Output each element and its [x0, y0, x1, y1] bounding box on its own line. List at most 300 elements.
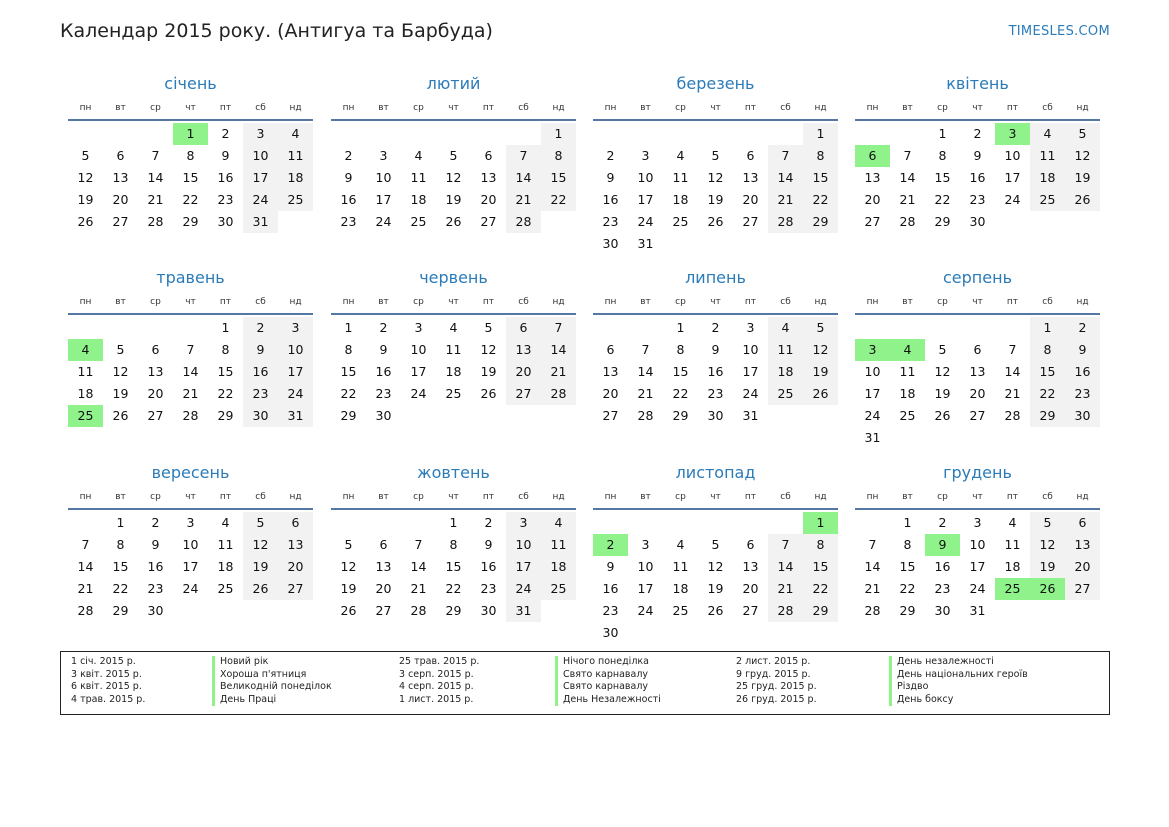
day-cell[interactable]: 22: [934, 192, 951, 207]
day-cell[interactable]: 29: [217, 408, 234, 423]
day-cell[interactable]: 3: [278, 317, 313, 339]
day-cell[interactable]: 22: [1030, 383, 1065, 405]
day-cell[interactable]: 21: [182, 386, 199, 401]
day-cell[interactable]: 12: [112, 364, 129, 379]
day-cell[interactable]: 10: [243, 145, 278, 167]
day-cell[interactable]: 24: [864, 408, 881, 423]
day-cell[interactable]: 25: [217, 581, 234, 596]
day-cell[interactable]: 25: [410, 214, 427, 229]
day-cell[interactable]: 19: [445, 192, 462, 207]
day-cell[interactable]: 8: [541, 145, 576, 167]
day-cell[interactable]: 3: [414, 320, 423, 335]
day-cell[interactable]: 5: [1030, 512, 1065, 534]
day-cell[interactable]: 12: [1030, 534, 1065, 556]
day-cell[interactable]: 20: [1065, 556, 1100, 578]
day-cell[interactable]: 16: [602, 581, 619, 596]
day-cell[interactable]: 8: [803, 145, 838, 167]
day-cell[interactable]: 1: [344, 320, 353, 335]
day-cell[interactable]: 9: [221, 148, 230, 163]
day-cell[interactable]: 22: [217, 386, 234, 401]
day-cell[interactable]: 6: [1065, 512, 1100, 534]
day-cell[interactable]: 8: [676, 342, 685, 357]
day-cell[interactable]: 5: [344, 537, 353, 552]
day-cell[interactable]: 20: [742, 192, 759, 207]
day-cell[interactable]: 2: [344, 148, 353, 163]
day-cell[interactable]: 31: [506, 600, 541, 622]
day-cell[interactable]: 13: [112, 170, 129, 185]
holiday-day[interactable]: 2: [593, 534, 628, 556]
day-cell[interactable]: 20: [602, 386, 619, 401]
day-cell[interactable]: 2: [151, 515, 160, 530]
day-cell[interactable]: 9: [243, 339, 278, 361]
day-cell[interactable]: 24: [182, 581, 199, 596]
day-cell[interactable]: 18: [77, 386, 94, 401]
day-cell[interactable]: 10: [864, 364, 881, 379]
day-cell[interactable]: 27: [147, 408, 164, 423]
day-cell[interactable]: 12: [707, 559, 724, 574]
day-cell[interactable]: 9: [711, 342, 720, 357]
day-cell[interactable]: 7: [151, 148, 160, 163]
day-cell[interactable]: 27: [742, 603, 759, 618]
day-cell[interactable]: 13: [742, 559, 759, 574]
day-cell[interactable]: 12: [934, 364, 951, 379]
day-cell[interactable]: 26: [803, 383, 838, 405]
day-cell[interactable]: 30: [934, 603, 951, 618]
day-cell[interactable]: 2: [379, 320, 388, 335]
day-cell[interactable]: 28: [147, 214, 164, 229]
day-cell[interactable]: 18: [217, 559, 234, 574]
day-cell[interactable]: 29: [182, 214, 199, 229]
day-cell[interactable]: 23: [1065, 383, 1100, 405]
day-cell[interactable]: 31: [864, 430, 881, 445]
day-cell[interactable]: 12: [77, 170, 94, 185]
day-cell[interactable]: 28: [541, 383, 576, 405]
day-cell[interactable]: 6: [151, 342, 160, 357]
day-cell[interactable]: 29: [934, 214, 951, 229]
day-cell[interactable]: 12: [445, 170, 462, 185]
day-cell[interactable]: 28: [768, 211, 803, 233]
day-cell[interactable]: 7: [541, 317, 576, 339]
day-cell[interactable]: 16: [375, 364, 392, 379]
day-cell[interactable]: 17: [637, 581, 654, 596]
day-cell[interactable]: 5: [243, 512, 278, 534]
day-cell[interactable]: 7: [414, 537, 423, 552]
day-cell[interactable]: 6: [973, 342, 982, 357]
day-cell[interactable]: 15: [803, 167, 838, 189]
day-cell[interactable]: 8: [221, 342, 230, 357]
day-cell[interactable]: 28: [77, 603, 94, 618]
day-cell[interactable]: 15: [541, 167, 576, 189]
day-cell[interactable]: 30: [217, 214, 234, 229]
day-cell[interactable]: 15: [217, 364, 234, 379]
day-cell[interactable]: 31: [742, 408, 759, 423]
day-cell[interactable]: 4: [221, 515, 230, 530]
day-cell[interactable]: 26: [112, 408, 129, 423]
day-cell[interactable]: 12: [243, 534, 278, 556]
day-cell[interactable]: 4: [676, 537, 685, 552]
day-cell[interactable]: 20: [112, 192, 129, 207]
day-cell[interactable]: 10: [278, 339, 313, 361]
day-cell[interactable]: 8: [116, 537, 125, 552]
holiday-day[interactable]: 4: [890, 339, 925, 361]
day-cell[interactable]: 15: [340, 364, 357, 379]
day-cell[interactable]: 1: [903, 515, 912, 530]
day-cell[interactable]: 26: [707, 603, 724, 618]
day-cell[interactable]: 27: [278, 578, 313, 600]
day-cell[interactable]: 26: [77, 214, 94, 229]
day-cell[interactable]: 25: [899, 408, 916, 423]
day-cell[interactable]: 1: [938, 126, 947, 141]
day-cell[interactable]: 26: [934, 408, 951, 423]
day-cell[interactable]: 9: [606, 559, 615, 574]
day-cell[interactable]: 24: [969, 581, 986, 596]
day-cell[interactable]: 24: [637, 603, 654, 618]
day-cell[interactable]: 6: [506, 317, 541, 339]
day-cell[interactable]: 6: [484, 148, 493, 163]
day-cell[interactable]: 5: [484, 320, 493, 335]
day-cell[interactable]: 27: [506, 383, 541, 405]
day-cell[interactable]: 27: [742, 214, 759, 229]
day-cell[interactable]: 22: [803, 578, 838, 600]
day-cell[interactable]: 11: [541, 534, 576, 556]
day-cell[interactable]: 19: [707, 192, 724, 207]
day-cell[interactable]: 16: [147, 559, 164, 574]
day-cell[interactable]: 21: [864, 581, 881, 596]
day-cell[interactable]: 5: [449, 148, 458, 163]
day-cell[interactable]: 17: [278, 361, 313, 383]
day-cell[interactable]: 23: [707, 386, 724, 401]
day-cell[interactable]: 24: [375, 214, 392, 229]
day-cell[interactable]: 28: [1004, 408, 1021, 423]
day-cell[interactable]: 19: [340, 581, 357, 596]
day-cell[interactable]: 5: [803, 317, 838, 339]
day-cell[interactable]: 7: [868, 537, 877, 552]
day-cell[interactable]: 14: [768, 167, 803, 189]
day-cell[interactable]: 11: [1030, 145, 1065, 167]
day-cell[interactable]: 11: [77, 364, 94, 379]
day-cell[interactable]: 31: [243, 211, 278, 233]
day-cell[interactable]: 14: [147, 170, 164, 185]
day-cell[interactable]: 26: [340, 603, 357, 618]
day-cell[interactable]: 27: [112, 214, 129, 229]
day-cell[interactable]: 21: [768, 578, 803, 600]
day-cell[interactable]: 20: [375, 581, 392, 596]
day-cell[interactable]: 25: [672, 214, 689, 229]
day-cell[interactable]: 19: [934, 386, 951, 401]
day-cell[interactable]: 30: [969, 214, 986, 229]
day-cell[interactable]: 13: [278, 534, 313, 556]
day-cell[interactable]: 30: [375, 408, 392, 423]
day-cell[interactable]: 28: [182, 408, 199, 423]
day-cell[interactable]: 6: [116, 148, 125, 163]
day-cell[interactable]: 8: [1030, 339, 1065, 361]
day-cell[interactable]: 21: [506, 189, 541, 211]
day-cell[interactable]: 4: [414, 148, 423, 163]
day-cell[interactable]: 17: [410, 364, 427, 379]
day-cell[interactable]: 12: [707, 170, 724, 185]
day-cell[interactable]: 2: [484, 515, 493, 530]
day-cell[interactable]: 28: [899, 214, 916, 229]
day-cell[interactable]: 3: [506, 512, 541, 534]
holiday-day[interactable]: 1: [803, 512, 838, 534]
day-cell[interactable]: 11: [1004, 537, 1021, 552]
day-cell[interactable]: 21: [899, 192, 916, 207]
day-cell[interactable]: 14: [637, 364, 654, 379]
day-cell[interactable]: 15: [445, 559, 462, 574]
day-cell[interactable]: 3: [243, 123, 278, 145]
day-cell[interactable]: 5: [938, 342, 947, 357]
day-cell[interactable]: 24: [278, 383, 313, 405]
day-cell[interactable]: 9: [484, 537, 493, 552]
day-cell[interactable]: 20: [278, 556, 313, 578]
day-cell[interactable]: 12: [1065, 145, 1100, 167]
day-cell[interactable]: 13: [375, 559, 392, 574]
day-cell[interactable]: 17: [182, 559, 199, 574]
day-cell[interactable]: 27: [602, 408, 619, 423]
day-cell[interactable]: 29: [803, 600, 838, 622]
day-cell[interactable]: 16: [707, 364, 724, 379]
day-cell[interactable]: 22: [445, 581, 462, 596]
holiday-day[interactable]: 3: [995, 123, 1030, 145]
day-cell[interactable]: 10: [969, 537, 986, 552]
day-cell[interactable]: 19: [77, 192, 94, 207]
day-cell[interactable]: 14: [410, 559, 427, 574]
day-cell[interactable]: 2: [606, 148, 615, 163]
day-cell[interactable]: 30: [147, 603, 164, 618]
day-cell[interactable]: 27: [969, 408, 986, 423]
day-cell[interactable]: 17: [864, 386, 881, 401]
day-cell[interactable]: 25: [541, 578, 576, 600]
day-cell[interactable]: 8: [938, 148, 947, 163]
day-cell[interactable]: 4: [541, 512, 576, 534]
day-cell[interactable]: 6: [746, 537, 755, 552]
day-cell[interactable]: 2: [711, 320, 720, 335]
day-cell[interactable]: 21: [77, 581, 94, 596]
day-cell[interactable]: 21: [541, 361, 576, 383]
day-cell[interactable]: 18: [1030, 167, 1065, 189]
day-cell[interactable]: 19: [243, 556, 278, 578]
day-cell[interactable]: 20: [506, 361, 541, 383]
day-cell[interactable]: 26: [445, 214, 462, 229]
day-cell[interactable]: 20: [864, 192, 881, 207]
day-cell[interactable]: 15: [672, 364, 689, 379]
day-cell[interactable]: 16: [243, 361, 278, 383]
holiday-day[interactable]: 6: [855, 145, 890, 167]
day-cell[interactable]: 1: [541, 123, 576, 145]
day-cell[interactable]: 6: [606, 342, 615, 357]
day-cell[interactable]: 24: [243, 189, 278, 211]
day-cell[interactable]: 22: [112, 581, 129, 596]
day-cell[interactable]: 28: [768, 600, 803, 622]
day-cell[interactable]: 28: [410, 603, 427, 618]
day-cell[interactable]: 10: [410, 342, 427, 357]
day-cell[interactable]: 19: [112, 386, 129, 401]
day-cell[interactable]: 4: [676, 148, 685, 163]
day-cell[interactable]: 3: [973, 515, 982, 530]
day-cell[interactable]: 11: [768, 339, 803, 361]
day-cell[interactable]: 6: [278, 512, 313, 534]
day-cell[interactable]: 28: [864, 603, 881, 618]
day-cell[interactable]: 17: [506, 556, 541, 578]
day-cell[interactable]: 11: [899, 364, 916, 379]
day-cell[interactable]: 7: [186, 342, 195, 357]
day-cell[interactable]: 20: [742, 581, 759, 596]
day-cell[interactable]: 5: [81, 148, 90, 163]
day-cell[interactable]: 23: [602, 214, 619, 229]
day-cell[interactable]: 13: [864, 170, 881, 185]
holiday-day[interactable]: 25: [995, 578, 1030, 600]
day-cell[interactable]: 11: [672, 559, 689, 574]
day-cell[interactable]: 11: [672, 170, 689, 185]
day-cell[interactable]: 23: [375, 386, 392, 401]
day-cell[interactable]: 21: [768, 189, 803, 211]
day-cell[interactable]: 9: [606, 170, 615, 185]
day-cell[interactable]: 11: [278, 145, 313, 167]
day-cell[interactable]: 23: [147, 581, 164, 596]
day-cell[interactable]: 24: [1004, 192, 1021, 207]
day-cell[interactable]: 23: [217, 192, 234, 207]
day-cell[interactable]: 31: [969, 603, 986, 618]
day-cell[interactable]: 27: [864, 214, 881, 229]
day-cell[interactable]: 9: [344, 170, 353, 185]
day-cell[interactable]: 7: [641, 342, 650, 357]
day-cell[interactable]: 4: [449, 320, 458, 335]
day-cell[interactable]: 26: [243, 578, 278, 600]
day-cell[interactable]: 8: [903, 537, 912, 552]
day-cell[interactable]: 21: [147, 192, 164, 207]
day-cell[interactable]: 23: [243, 383, 278, 405]
day-cell[interactable]: 13: [506, 339, 541, 361]
day-cell[interactable]: 2: [1065, 317, 1100, 339]
day-cell[interactable]: 17: [1004, 170, 1021, 185]
day-cell[interactable]: 29: [899, 603, 916, 618]
holiday-day[interactable]: 25: [68, 405, 103, 427]
day-cell[interactable]: 1: [449, 515, 458, 530]
day-cell[interactable]: 11: [445, 342, 462, 357]
day-cell[interactable]: 9: [151, 537, 160, 552]
day-cell[interactable]: 9: [379, 342, 388, 357]
day-cell[interactable]: 12: [340, 559, 357, 574]
day-cell[interactable]: 10: [637, 559, 654, 574]
day-cell[interactable]: 26: [1065, 189, 1100, 211]
day-cell[interactable]: 23: [340, 214, 357, 229]
day-cell[interactable]: 10: [742, 342, 759, 357]
day-cell[interactable]: 9: [1065, 339, 1100, 361]
day-cell[interactable]: 10: [506, 534, 541, 556]
day-cell[interactable]: 13: [1065, 534, 1100, 556]
day-cell[interactable]: 24: [410, 386, 427, 401]
day-cell[interactable]: 8: [344, 342, 353, 357]
day-cell[interactable]: 16: [480, 559, 497, 574]
day-cell[interactable]: 13: [969, 364, 986, 379]
holiday-day[interactable]: 3: [855, 339, 890, 361]
day-cell[interactable]: 30: [1065, 405, 1100, 427]
day-cell[interactable]: 17: [637, 192, 654, 207]
day-cell[interactable]: 1: [221, 320, 230, 335]
day-cell[interactable]: 18: [672, 581, 689, 596]
day-cell[interactable]: 21: [637, 386, 654, 401]
day-cell[interactable]: 7: [903, 148, 912, 163]
day-cell[interactable]: 7: [81, 537, 90, 552]
day-cell[interactable]: 15: [112, 559, 129, 574]
day-cell[interactable]: 30: [243, 405, 278, 427]
day-cell[interactable]: 21: [1004, 386, 1021, 401]
day-cell[interactable]: 29: [112, 603, 129, 618]
day-cell[interactable]: 11: [217, 537, 234, 552]
day-cell[interactable]: 30: [602, 236, 619, 251]
day-cell[interactable]: 29: [803, 211, 838, 233]
day-cell[interactable]: 21: [410, 581, 427, 596]
holiday-day[interactable]: 1: [173, 123, 208, 145]
day-cell[interactable]: 23: [480, 581, 497, 596]
day-cell[interactable]: 24: [742, 386, 759, 401]
day-cell[interactable]: 14: [77, 559, 94, 574]
day-cell[interactable]: 9: [973, 148, 982, 163]
day-cell[interactable]: 17: [742, 364, 759, 379]
day-cell[interactable]: 1: [803, 123, 838, 145]
day-cell[interactable]: 29: [1030, 405, 1065, 427]
day-cell[interactable]: 2: [221, 126, 230, 141]
day-cell[interactable]: 14: [1004, 364, 1021, 379]
day-cell[interactable]: 4: [278, 123, 313, 145]
day-cell[interactable]: 14: [182, 364, 199, 379]
day-cell[interactable]: 18: [1004, 559, 1021, 574]
day-cell[interactable]: 14: [768, 556, 803, 578]
day-cell[interactable]: 16: [602, 192, 619, 207]
day-cell[interactable]: 7: [506, 145, 541, 167]
day-cell[interactable]: 18: [445, 364, 462, 379]
day-cell[interactable]: 5: [1065, 123, 1100, 145]
holiday-day[interactable]: 4: [68, 339, 103, 361]
day-cell[interactable]: 3: [641, 148, 650, 163]
day-cell[interactable]: 5: [711, 148, 720, 163]
brand-link[interactable]: TIMESLES.COM: [1008, 24, 1110, 39]
day-cell[interactable]: 4: [1030, 123, 1065, 145]
day-cell[interactable]: 24: [506, 578, 541, 600]
day-cell[interactable]: 10: [637, 170, 654, 185]
day-cell[interactable]: 30: [602, 625, 619, 640]
day-cell[interactable]: 2: [973, 126, 982, 141]
day-cell[interactable]: 12: [803, 339, 838, 361]
day-cell[interactable]: 18: [768, 361, 803, 383]
day-cell[interactable]: 3: [379, 148, 388, 163]
day-cell[interactable]: 29: [340, 408, 357, 423]
day-cell[interactable]: 17: [375, 192, 392, 207]
day-cell[interactable]: 30: [480, 603, 497, 618]
day-cell[interactable]: 14: [864, 559, 881, 574]
day-cell[interactable]: 17: [243, 167, 278, 189]
day-cell[interactable]: 10: [375, 170, 392, 185]
day-cell[interactable]: 3: [641, 537, 650, 552]
day-cell[interactable]: 10: [1004, 148, 1021, 163]
day-cell[interactable]: 6: [379, 537, 388, 552]
day-cell[interactable]: 8: [449, 537, 458, 552]
day-cell[interactable]: 16: [934, 559, 951, 574]
day-cell[interactable]: 23: [969, 192, 986, 207]
day-cell[interactable]: 15: [899, 559, 916, 574]
day-cell[interactable]: 1: [116, 515, 125, 530]
day-cell[interactable]: 13: [147, 364, 164, 379]
day-cell[interactable]: 25: [278, 189, 313, 211]
day-cell[interactable]: 13: [742, 170, 759, 185]
day-cell[interactable]: 18: [278, 167, 313, 189]
day-cell[interactable]: 29: [445, 603, 462, 618]
day-cell[interactable]: 22: [182, 192, 199, 207]
day-cell[interactable]: 15: [182, 170, 199, 185]
holiday-day[interactable]: 26: [1030, 578, 1065, 600]
day-cell[interactable]: 20: [147, 386, 164, 401]
day-cell[interactable]: 5: [711, 537, 720, 552]
